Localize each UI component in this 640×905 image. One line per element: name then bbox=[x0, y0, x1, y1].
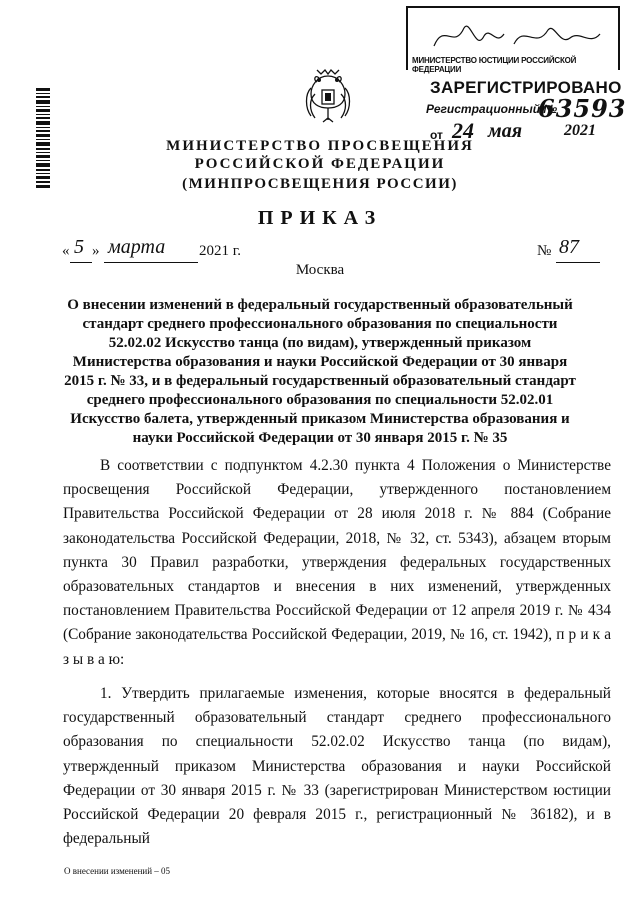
ministry-name-line1: МИНИСТЕРСТВО ПРОСВЕЩЕНИЯ bbox=[166, 138, 474, 154]
document-title: О внесении изменений в федеральный государственный образовательный стандарт среднего профессионального образования по специальности 52.02.02 Искусство танца (по видам), утвержденный приказом Министерства образования и науки Российской Федерации от 30 января 2015 г. № 33, и в федеральный государственный образовательный стандарт среднего профессионального образования по специальности 52.02.01 Искусство балета, утвержденный приказом Министерства образования и науки Российской Федерации от 30 января 2015 г. № 35 bbox=[64, 297, 576, 446]
ministry-name-line2: РОССИЙСКОЙ ФЕДЕРАЦИИ bbox=[194, 156, 446, 172]
registration-stamp bbox=[406, 6, 627, 146]
stamp-date-prefix: от bbox=[430, 128, 443, 142]
city: Москва bbox=[295, 262, 345, 278]
date-quote-open: « bbox=[62, 243, 70, 259]
order-year: 2021 г. bbox=[199, 243, 241, 259]
stamp-regnum-value: 63593 bbox=[538, 94, 627, 123]
document-type: ПРИКАЗ bbox=[257, 207, 383, 229]
stamp-registered-label: ЗАРЕГИСТРИРОВАНО bbox=[430, 78, 622, 97]
order-number: 87 bbox=[559, 236, 579, 258]
ministry-short-name: (МИНПРОСВЕЩЕНИЯ РОССИИ) bbox=[182, 176, 458, 192]
body-paragraph-2: 1. Утвердить прилагаемые изменения, которые вносятся в федеральный государственный образовательный стандарт среднего профессионального образования по специальности 52.02.02 Искусство танца (по видам), утвержденный приказом Министерства образования и науки Российской Федерации от 30 января 2015 г. № 33 (зарегистрирован Министерством юстиции Российской Федерации 20 февраля 2015 г., регистрационный № 36182), и в федеральный bbox=[63, 685, 611, 848]
stamp-regnum-label: Регистрационный № bbox=[426, 102, 558, 116]
order-number-label: № bbox=[537, 243, 552, 259]
stamp-date-year: 2021 bbox=[564, 122, 596, 139]
russian-coat-of-arms-icon bbox=[303, 64, 353, 128]
body-paragraph-1: В соответствии с подпунктом 4.2.30 пункта 4 Положения о Министерстве просвещения Российской Федерации, утвержденного постановлением Правительства Российской Федерации от 28 июля 2018 г. № 884 (Собрание законодательства Российской Федерации, 2018, № 32, ст. 5343), абзацем вторым пункта 30 Правил разработки, утверждения федеральных государственных образовательных стандартов и внесения в них изменений, утвержденных постановлением Правительства Российской Федерации от 12 апреля 2019 г. № 434 (Собрание законодательства Российской Федерации, 2019, № 16, ст. 1942), п р и к а з ы в а ю: bbox=[63, 457, 611, 668]
order-month: марта bbox=[108, 236, 166, 258]
footer-note: О внесении изменений – 05 bbox=[64, 866, 171, 876]
stamp-date-day: 24 bbox=[452, 118, 474, 143]
stamp-date-month: мая bbox=[488, 120, 523, 142]
stamp-signature-icon bbox=[424, 16, 610, 58]
date-quote-close: » bbox=[92, 243, 100, 259]
stamp-organization: МИНИСТЕРСТВО ЮСТИЦИИ РОССИЙСКОЙ ФЕДЕРАЦИИ bbox=[412, 56, 577, 74]
order-day: 5 bbox=[74, 236, 84, 258]
